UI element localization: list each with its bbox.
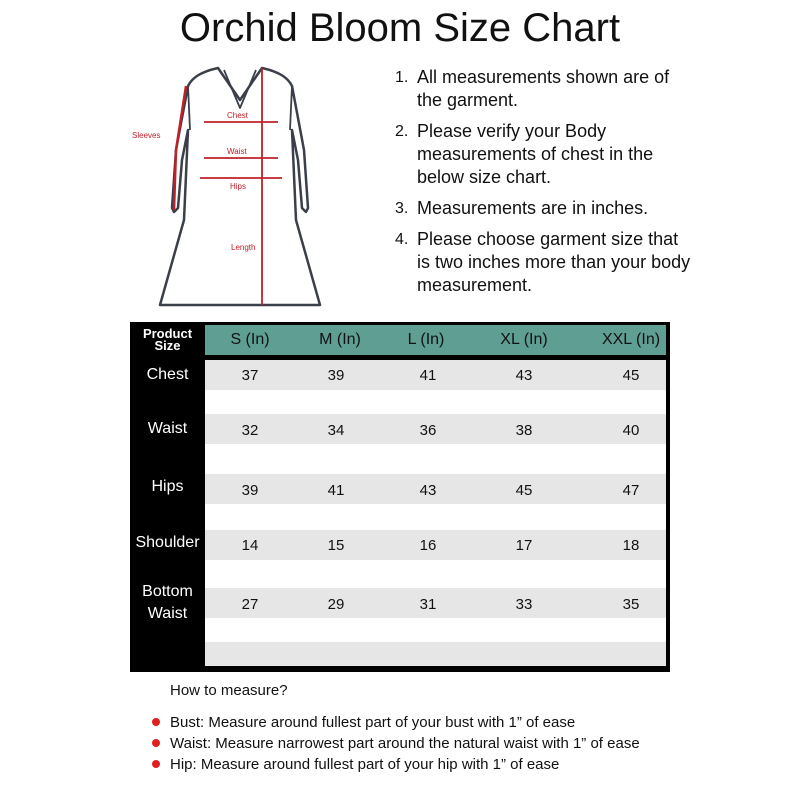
table-cell: 39 bbox=[327, 367, 345, 384]
armhole-left bbox=[188, 86, 190, 130]
table-cell: 36 bbox=[419, 422, 437, 439]
column-header-s: S (In) bbox=[230, 331, 270, 348]
row-band bbox=[205, 390, 666, 414]
table-cell: 43 bbox=[515, 367, 533, 384]
table-cell: 17 bbox=[515, 537, 533, 554]
table-cell: 29 bbox=[327, 596, 345, 613]
row-band bbox=[205, 560, 666, 588]
table-cell: 27 bbox=[241, 596, 259, 613]
label-chest: Chest bbox=[227, 111, 248, 120]
page-title: Orchid Bloom Size Chart bbox=[179, 6, 621, 50]
bullet-icon bbox=[152, 739, 160, 747]
table-cell: 15 bbox=[327, 537, 345, 554]
bullet-icon bbox=[152, 718, 160, 726]
armhole-right bbox=[290, 86, 292, 130]
table-cell: 45 bbox=[515, 482, 533, 499]
column-header-xxl: XXL (In) bbox=[601, 331, 661, 348]
row-band bbox=[205, 642, 666, 666]
corner-label: Product Size bbox=[142, 326, 193, 353]
table-cell: 47 bbox=[622, 482, 640, 499]
how-to-measure-list bbox=[152, 712, 640, 775]
row-label-chest: Chest bbox=[146, 366, 189, 383]
table-cell: 38 bbox=[515, 422, 533, 439]
column-header-xl: XL (In) bbox=[500, 331, 548, 348]
label-length: Length bbox=[231, 243, 256, 252]
table-cell: 35 bbox=[622, 596, 640, 613]
table-cell: 16 bbox=[419, 537, 437, 554]
table-cell: 41 bbox=[327, 482, 345, 499]
label-sleeves: Sleeves bbox=[132, 131, 161, 140]
row-band bbox=[205, 504, 666, 530]
table-cell: 41 bbox=[419, 367, 437, 384]
size-table bbox=[130, 322, 670, 672]
how-to-measure-heading: How to measure? bbox=[170, 682, 288, 699]
row-band bbox=[205, 618, 666, 642]
table-cell: 45 bbox=[622, 367, 640, 384]
column-header-m: M (In) bbox=[319, 331, 361, 348]
note-item: 1. All measurements shown are of the garment. bbox=[395, 67, 670, 110]
note-item: 3. Measurements are in inches. bbox=[395, 198, 649, 218]
row-band bbox=[205, 444, 666, 474]
neckline-inner bbox=[224, 70, 256, 108]
garment-diagram bbox=[120, 60, 350, 320]
note-item: 4. Please choose garment size that is two inches more than your body measurement. bbox=[395, 229, 691, 295]
table-cell: 31 bbox=[419, 596, 437, 613]
label-hips: Hips bbox=[230, 182, 247, 191]
note-item: 2. Please verify your Body measurements of chest in the below size chart. bbox=[395, 121, 654, 187]
table-cell: 39 bbox=[241, 482, 259, 499]
column-header-l: L (In) bbox=[407, 331, 445, 348]
list-item: Waist: Measure narrowest part around the natural waist with 1” of ease bbox=[152, 733, 640, 754]
table-cell: 43 bbox=[419, 482, 437, 499]
notes-list bbox=[395, 66, 695, 305]
table-cell: 18 bbox=[622, 537, 640, 554]
table-cell: 40 bbox=[622, 422, 640, 439]
table-cell: 37 bbox=[241, 367, 259, 384]
list-item: Hip: Measure around fullest part of your hip with 1” of ease bbox=[152, 754, 640, 775]
table-cell: 32 bbox=[241, 422, 259, 439]
table-cell: 34 bbox=[327, 422, 345, 439]
bullet-icon bbox=[152, 760, 160, 768]
row-label-waist: Waist bbox=[147, 420, 188, 437]
row-label-bottom-waist: Bottom Waist bbox=[142, 583, 193, 622]
list-item: Bust: Measure around fullest part of your bust with 1” of ease bbox=[152, 712, 640, 733]
label-waist: Waist bbox=[227, 147, 247, 156]
row-label-hips: Hips bbox=[151, 478, 184, 495]
table-cell: 14 bbox=[241, 537, 259, 554]
table-cell: 33 bbox=[515, 596, 533, 613]
row-label-shoulder: Shoulder bbox=[135, 534, 200, 551]
